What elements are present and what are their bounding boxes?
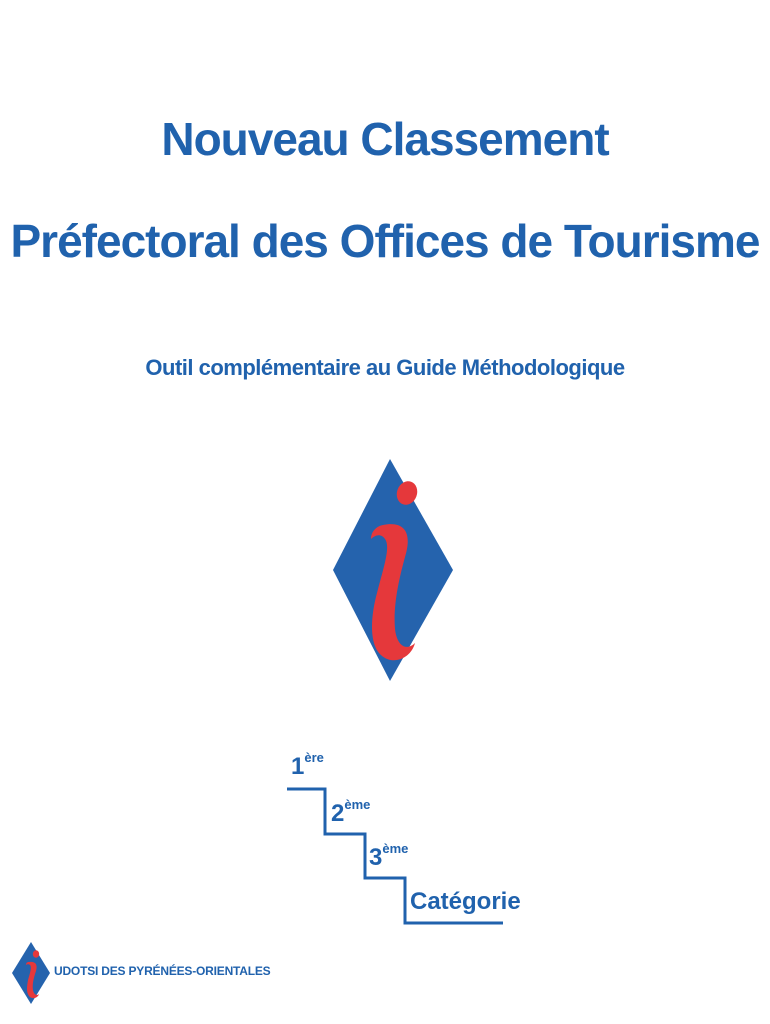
step-first-suffix: ère bbox=[304, 750, 324, 765]
step-third bbox=[369, 841, 409, 871]
tourist-information-logo-icon bbox=[315, 445, 465, 693]
step-first bbox=[291, 750, 324, 780]
step-third-suffix: ème bbox=[382, 841, 409, 856]
category-stairs bbox=[285, 745, 521, 935]
page-subtitle: Outil complémentaire au Guide Méthodologique bbox=[145, 355, 625, 380]
footer-organization-name: UDOTSI DES PYRÉNÉES-ORIENTALES bbox=[54, 964, 271, 978]
step-second-suffix: ème bbox=[344, 797, 371, 812]
step-first-number: 1 bbox=[291, 753, 305, 780]
step-second bbox=[331, 797, 371, 827]
step-second-number: 2 bbox=[331, 800, 345, 827]
step-category-label: Catégorie bbox=[410, 888, 521, 915]
step-third-number: 3 bbox=[369, 844, 383, 871]
page-title-line-1: Nouveau Classement bbox=[161, 113, 609, 165]
footer-information-logo-icon bbox=[10, 940, 52, 1006]
page-title-line-2: Préfectoral des Offices de Tourisme bbox=[10, 215, 760, 267]
